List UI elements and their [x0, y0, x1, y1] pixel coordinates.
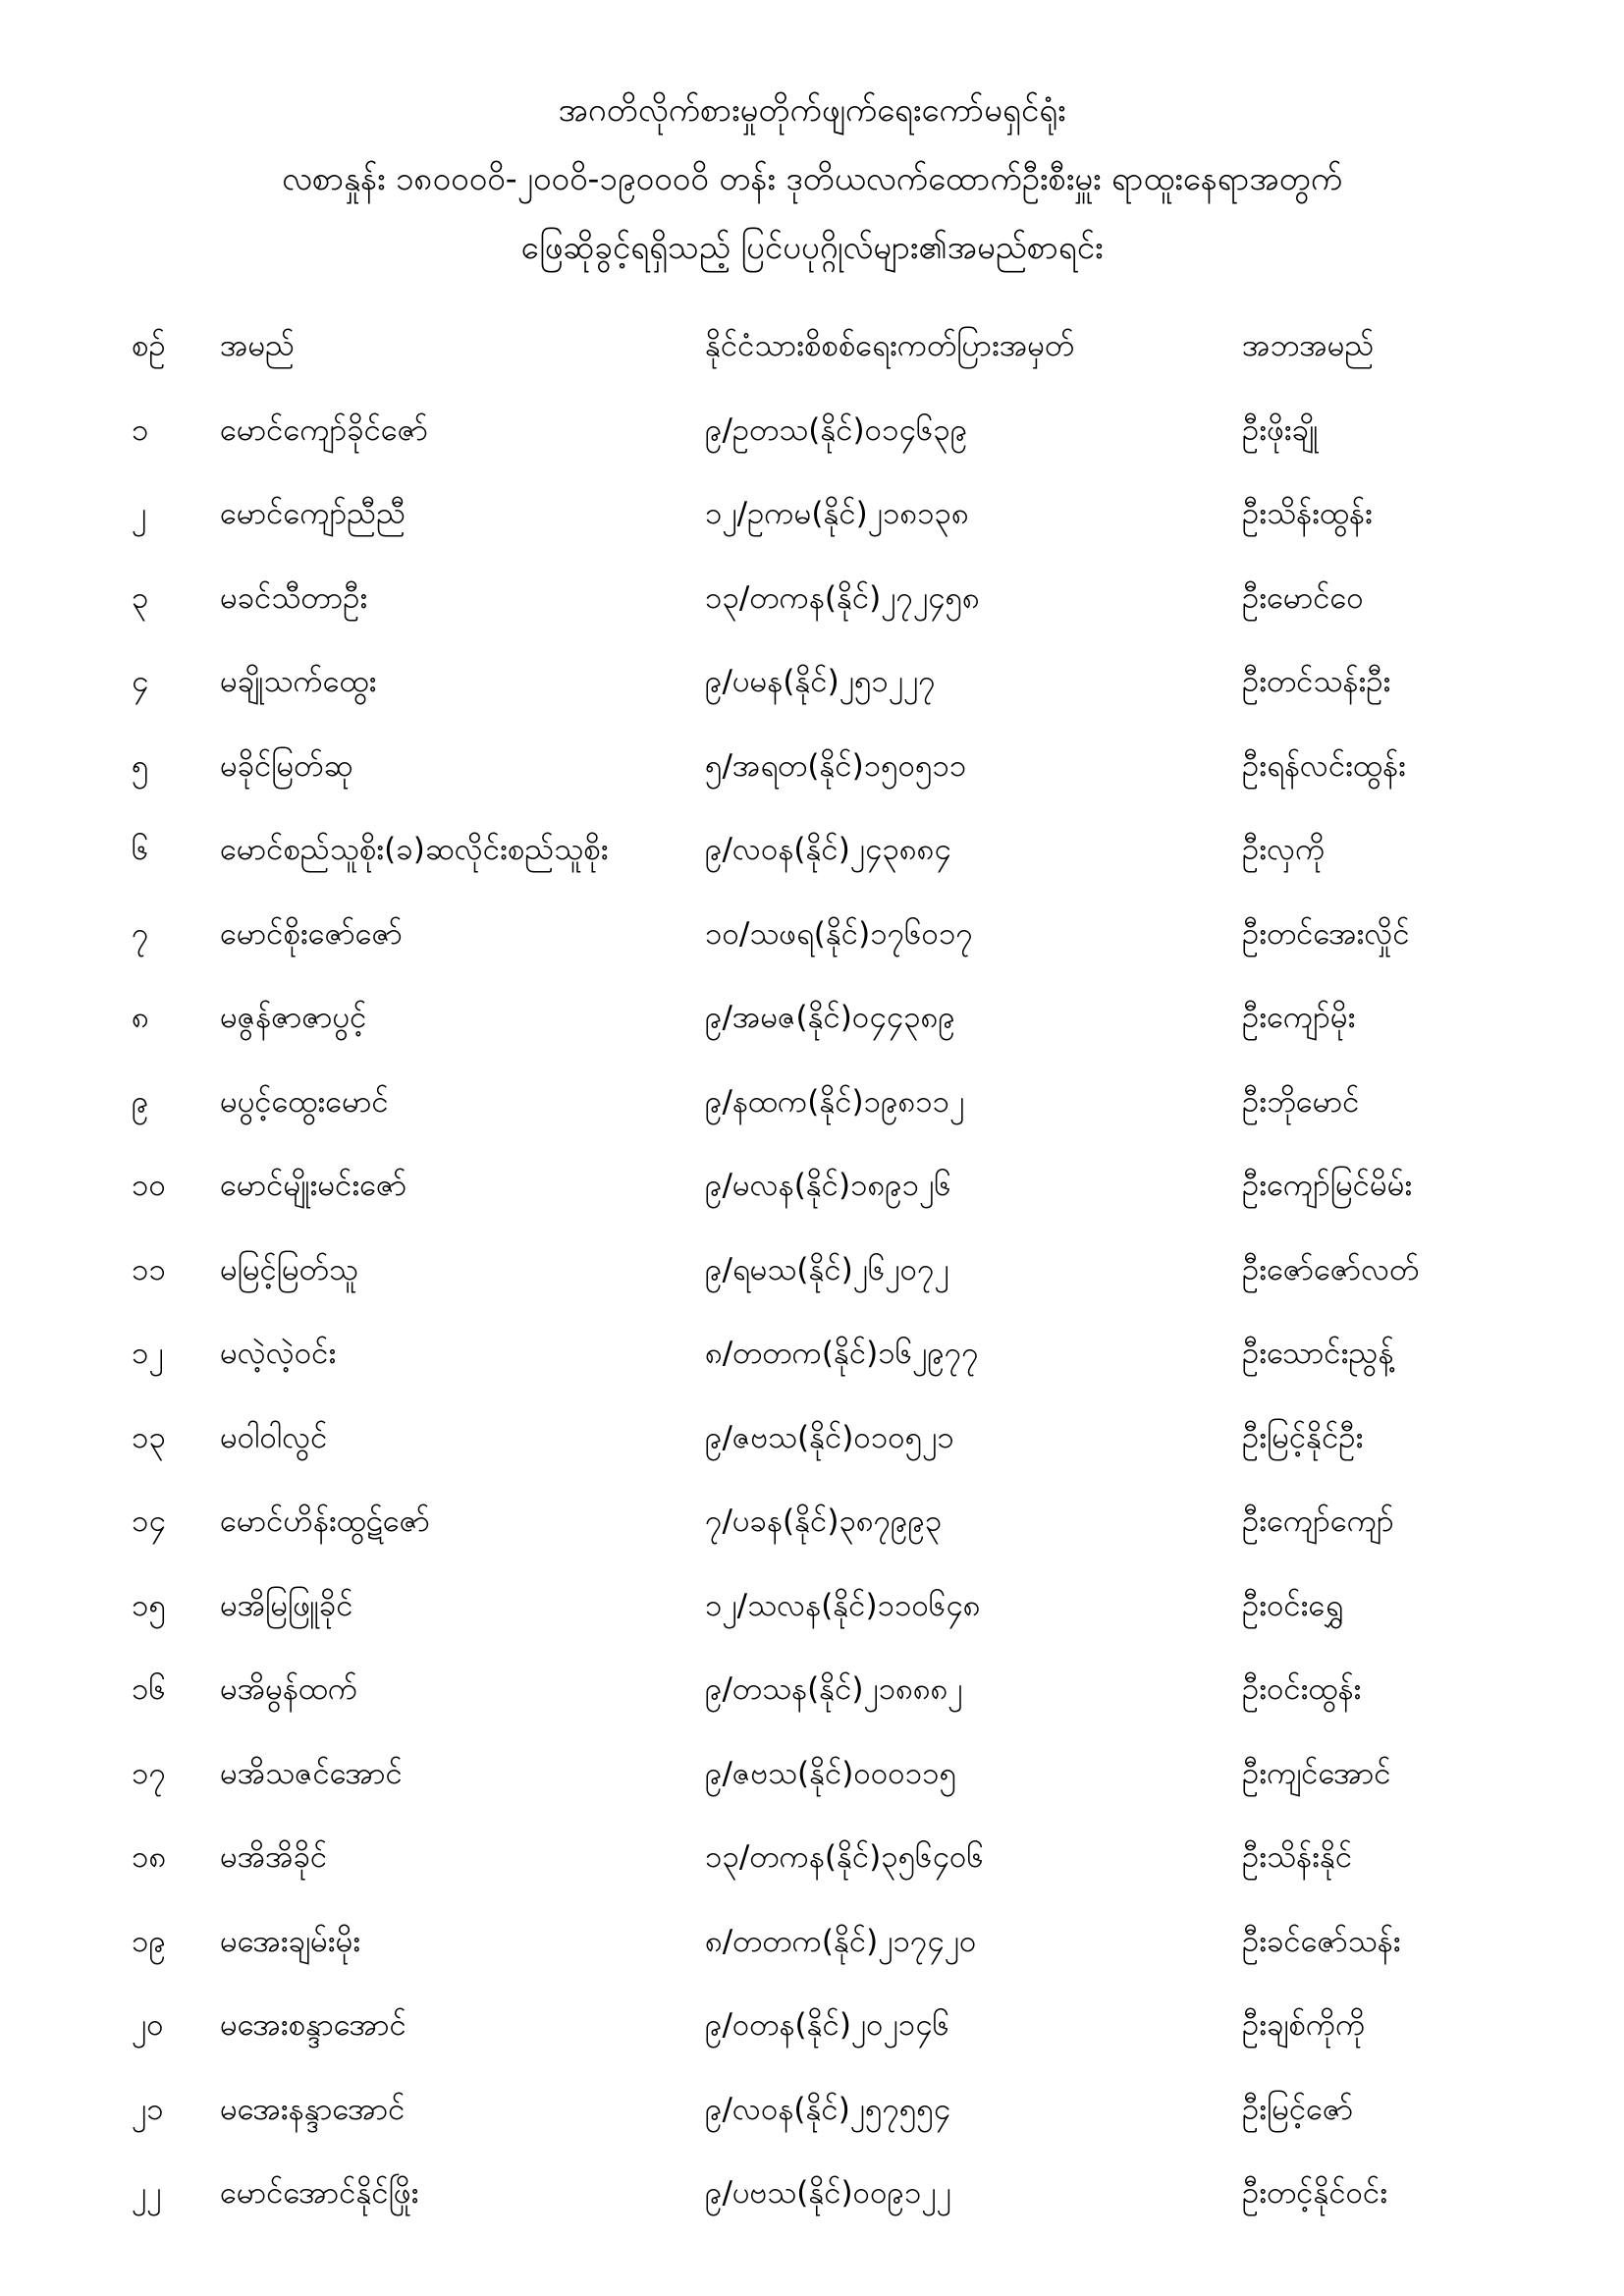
table-header-row — [0, 324, 1624, 409]
candidate-name: မောင်အောင်နိုင်ဖြိုး — [220, 2175, 419, 2211]
nrc-number: ၉/နထက(နိုင်)၁၉၈၁၁၂ — [705, 1083, 965, 1120]
candidate-name: မမြင့်မြတ်သူ — [220, 1251, 358, 1287]
row-number: ၁၇ — [132, 1755, 166, 1791]
father-name: ဦးဇော်ဇော်လတ် — [1242, 1251, 1420, 1287]
candidate-name: မအိမြဖြူခိုင် — [220, 1587, 353, 1623]
candidate-name: မောင်စိုးဇော်ဇော် — [220, 915, 403, 952]
row-number: ၁ — [132, 411, 149, 448]
father-name: ဦးခင်ဇော်သန်း — [1242, 1923, 1401, 1959]
nrc-number: ၉/တသန(နိုင်)၂၁၈၈၈၂ — [705, 1671, 963, 1707]
candidate-name: မောင်မျိုးမင်းဇော် — [220, 1168, 407, 1203]
father-name: ဦးမြင့်နိုင်ဦး — [1242, 1419, 1364, 1455]
candidate-name: မောင်ဟိန်းထွဋ်ဇော် — [220, 1503, 430, 1539]
candidate-name: မောင်စည်သူစိုး(ခ)ဆလိုင်းစည်သူစိုး — [220, 832, 609, 867]
table-row — [0, 1248, 1624, 1333]
candidate-name: မချိုသက်ထွေး — [220, 664, 377, 699]
row-number: ၅ — [132, 747, 149, 784]
nrc-number: ၉/ဇဗသ(နိုင်)၀၀၀၁၁၅ — [705, 1755, 957, 1791]
father-name: ဦးသိန်းထွန်း — [1242, 496, 1373, 531]
candidate-name: မအိအိခိုင် — [220, 1839, 328, 1875]
father-name: ဦးကျော်ကျော် — [1242, 1503, 1394, 1539]
document-title — [0, 90, 1624, 297]
title-list: ဖြေဆိုခွင့်ရရှိသည့် ပြင်ပပုဂ္ဂိုလ်များ၏အမည်စာရင်း — [520, 228, 1104, 266]
table-row — [0, 576, 1624, 661]
row-number: ၁၄ — [132, 1503, 166, 1539]
father-name: ဦးဝင်းထွန်း — [1242, 1671, 1362, 1707]
candidate-name: မပွင့်ထွေးမောင် — [220, 1083, 389, 1120]
table-row — [0, 660, 1624, 744]
father-name: ဦးတင်အေးလှိုင် — [1242, 915, 1410, 952]
row-number: ၂၂ — [132, 2175, 162, 2211]
nrc-number: ၉/ပဗသ(နိုင်)၀၀၉၁၂၂ — [705, 2175, 951, 2211]
table-row — [0, 1164, 1624, 1248]
table-row — [0, 1835, 1624, 1920]
nrc-number: ၅/အရတ(နိုင်)၁၅၀၅၁၁ — [705, 747, 967, 784]
father-name: ဦးဝင်းရွှေ — [1242, 1587, 1343, 1623]
father-name: ဦးရန်လင်းထွန်း — [1242, 747, 1406, 784]
candidate-name: မဝါဝါလွင် — [220, 1419, 328, 1455]
nrc-number: ၉/မလန(နိုင်)၁၈၉၁၂၆ — [705, 1168, 951, 1203]
row-number: ၂၀ — [132, 2007, 164, 2043]
father-name: ဦးဖိုးချို — [1242, 411, 1319, 448]
table-row — [0, 828, 1624, 912]
table-row — [0, 1416, 1624, 1501]
candidate-name: မခင်သီတာဦး — [220, 579, 368, 616]
column-header-no: စဉ် — [132, 328, 166, 363]
column-header-name: အမည် — [220, 328, 296, 363]
row-number: ၉ — [132, 1083, 149, 1120]
table-row — [0, 2088, 1624, 2172]
row-number: ၆ — [132, 832, 149, 867]
table-row — [0, 1667, 1624, 1752]
nrc-number: ၉/ဇဗသ(နိုင်)၀၁၀၅၂၁ — [705, 1419, 954, 1455]
father-name: ဦးတင်သန်းဦး — [1242, 664, 1391, 699]
father-name: ဦးမောင်ဝေ — [1242, 579, 1364, 616]
nrc-number: ၉/ပမန(နိုင်)၂၅၁၂၂၇ — [705, 664, 936, 699]
candidate-name: မခိုင်မြတ်ဆု — [220, 747, 353, 784]
row-number: ၈ — [132, 1000, 149, 1035]
father-name: ဦးသောင်းညွန့် — [1242, 1336, 1394, 1371]
nrc-number: ၁၂/ဥကမ(နိုင်)၂၁၈၁၃၈ — [705, 496, 969, 531]
table-row — [0, 912, 1624, 997]
row-number: ၇ — [132, 915, 149, 952]
nrc-number: ၉/ဥတသ(နိုင်)၀၁၄၆၃၉ — [705, 411, 968, 448]
table-row — [0, 1500, 1624, 1584]
nrc-number: ၁၃/တကန(နိုင်)၃၅၆၄၀၆ — [705, 1839, 984, 1875]
row-number: ၁၆ — [132, 1671, 166, 1707]
nrc-number: ၉/ဝတန(နိုင်)၂၀၂၁၄၆ — [705, 2007, 950, 2043]
table-row — [0, 1080, 1624, 1165]
table-row — [0, 2171, 1624, 2256]
row-number: ၃ — [132, 579, 149, 616]
table-row — [0, 1584, 1624, 1668]
father-name: ဦးကျော်မိုး — [1242, 1000, 1356, 1035]
nrc-number: ၉/အမဇ(နိုင်)၀၄၄၃၈၉ — [705, 1000, 955, 1035]
row-number: ၂ — [132, 496, 147, 531]
table-row — [0, 1752, 1624, 1836]
table-row — [0, 409, 1624, 493]
father-name: ဦးမြင့်ဇော် — [1242, 2091, 1354, 2127]
row-number: ၁၈ — [132, 1839, 167, 1875]
nrc-number: ၁၂/သလန(နိုင်)၁၁၀၆၄၈ — [705, 1587, 981, 1623]
table-row — [0, 1920, 1624, 2004]
row-number: ၁၅ — [132, 1587, 166, 1623]
column-header-nrc: နိုင်ငံသားစိစစ်ရေးကတ်ပြားအမှတ် — [705, 328, 1075, 363]
table-row — [0, 2003, 1624, 2088]
row-number: ၁၀ — [132, 1168, 166, 1203]
candidate-name: မအိသဇင်အောင် — [220, 1755, 403, 1791]
table-row — [0, 492, 1624, 576]
nrc-number: ၁၀/သဖရ(နိုင်)၁၇၆၀၁၇ — [705, 915, 973, 952]
column-header-father: အဘအမည် — [1242, 328, 1375, 363]
table-row — [0, 996, 1624, 1080]
candidate-name: မအေးချမ်းမိုး — [220, 1923, 361, 1959]
row-number: ၁၁ — [132, 1251, 166, 1287]
row-number: ၁၃ — [132, 1419, 166, 1455]
candidate-name: မောင်ကျော်ခိုင်ဇော် — [220, 411, 428, 448]
candidate-name: မအေးစန္ဒာအောင် — [220, 2007, 406, 2043]
father-name: ဦးကျော်မြင်မိမ်း — [1242, 1168, 1413, 1203]
candidate-name: မအိမွန်ထက် — [220, 1671, 358, 1707]
father-name: ဦးတင့်နိုင်ဝင်း — [1242, 2175, 1388, 2211]
nrc-number: ၉/လဝန(နိုင်)၂၄၃၈၈၄ — [705, 832, 951, 867]
nrc-number: ၁၃/တကန(နိုင်)၂၇၂၄၅၈ — [705, 579, 980, 616]
father-name: ဦးကျင်အောင် — [1242, 1755, 1391, 1791]
nrc-number: ၉/ရမသ(နိုင်)၂၆၂၀၇၂ — [705, 1251, 949, 1287]
candidate-name: မလဲ့လဲ့ဝင်း — [220, 1336, 337, 1371]
table-row — [0, 1332, 1624, 1416]
candidate-name: မဇွန်ဇာဇာပွင့် — [220, 1000, 367, 1035]
father-name: ဦးသိန်းနိုင် — [1242, 1839, 1353, 1875]
row-number: ၄ — [132, 664, 149, 699]
candidate-name: မောင်ကျော်ညီညီ — [220, 496, 406, 531]
nrc-number: ၇/ပခန(နိုင်)၃၈၇၉၉၃ — [705, 1503, 943, 1539]
title-office: အဂတိလိုက်စားမှုတိုက်ဖျက်ရေးကော်မရှင်ရုံး — [558, 90, 1066, 129]
candidate-name: မအေးနန္ဒာအောင် — [220, 2091, 406, 2127]
father-name: ဦးလှကို — [1242, 832, 1326, 867]
row-number: ၁၉ — [132, 1923, 166, 1959]
father-name: ဦးချစ်ကိုကို — [1242, 2007, 1366, 2043]
candidate-table — [0, 324, 1624, 2256]
title-position: လစာနှုန်း ၁၈၀၀၀၀ိ-၂၀၀၀ိ-၁၉၀၀၀၀ိ တန်း ဒုတိယလက်ထောက်ဦးစီးမှူး ရာထူးနေရာအတွက် — [281, 159, 1343, 197]
nrc-number: ၈/တတက(နိုင်)၂၁၇၄၂၀ — [705, 1923, 977, 1959]
row-number: ၂၁ — [132, 2091, 164, 2127]
table-row — [0, 744, 1624, 829]
father-name: ဦးဘိုမောင် — [1242, 1083, 1360, 1120]
nrc-number: ၈/တတက(နိုင်)၁၆၂၉၇၇ — [705, 1336, 979, 1371]
row-number: ၁၂ — [132, 1336, 164, 1371]
nrc-number: ၉/လဝန(နိုင်)၂၅၇၅၅၄ — [705, 2091, 951, 2127]
